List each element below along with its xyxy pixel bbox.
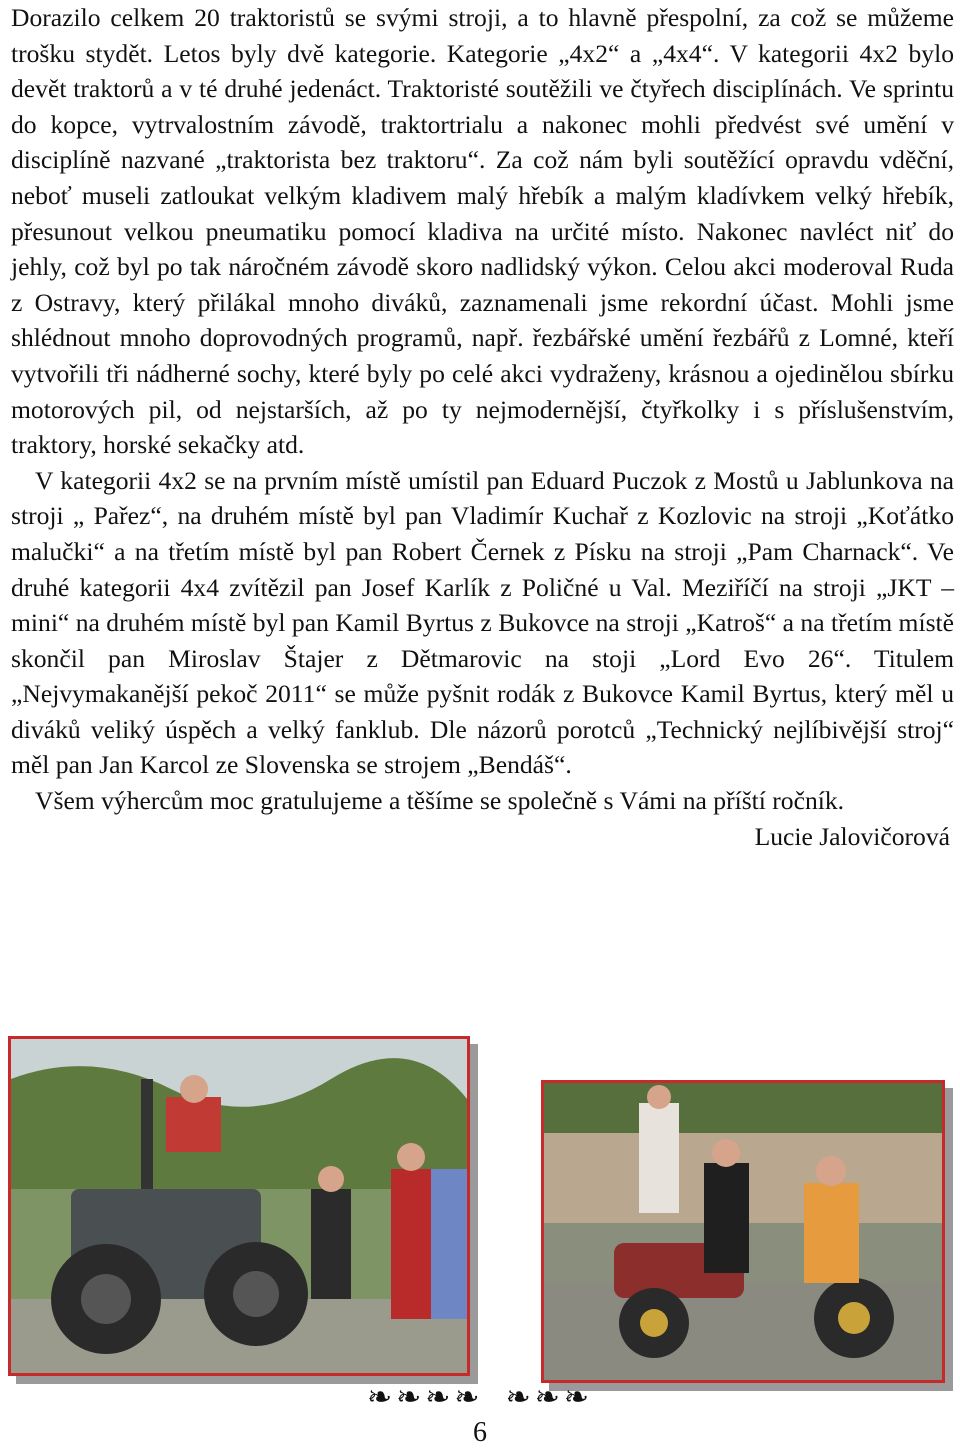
page-number: 6 [473, 1417, 487, 1448]
ornament-right: ❧❧❧ [505, 1380, 593, 1415]
article [11, 0, 954, 854]
photo-tractor-driver-image [11, 1039, 467, 1373]
author-signature: Lucie Jalovičorová [754, 821, 950, 851]
paragraph-1: Dorazilo celkem 20 traktoristů se svými stroji, a to hlavně přespolní, za což se můžeme trošku stydět. Letos byly dvě kategorie. Kategorie „4x2“ a „4x4“. V kategorii 4x2 bylo devět traktorů a v té druhé jedenáct. Traktoristé soutěžili ve čtyřech disciplínách. Ve sprintu do kopce, vytrvalostním závodě, traktortrialu a nakonec mohli předvést své umění v disciplíně nazvané „traktorista bez traktoru“. Za což nám byli soutěžící opravdu vděční, neboť museli zatloukat velkým kladivem malý hřebík a malým kladívkem velký hřebík, přesunout velkou pneumatiku pomocí kladiva na určité místo. Nakonec navléct niť do jehly, což byl po tak náročném závodě skoro nadlidský výkon. Celou akci moderoval Ruda z Ostravy, který přilákal mnoho diváků, zaznamenali jsme rekordní účast. Mohli jsme shlédnout mnoho doprovodných programů, např. řezbářské umění řezbářů z Lomné, kteří vytvořili tři nádherné sochy, které byly po celé akci vydraženy, krásnou a ojedinělou sbírku motorových pil, od nejstarších, až po ty nejmodernější, čtyřkolky i s příslušenstvím, traktory, horské sekačky atd. [11, 3, 954, 460]
photo-tractor-driver [8, 1036, 470, 1376]
photo-competitors [541, 1080, 945, 1383]
photo-competitors-image [544, 1083, 942, 1380]
ornament-left: ❧❧❧❧ [367, 1380, 484, 1415]
paragraph-2: V kategorii 4x2 se na prvním místě umístil pan Eduard Puczok z Mostů u Jablunkova na stroji „ Pařez“, na druhém místě byl pan Vladimír Kuchař z Kozlovic na stroji „Koťátko malučki“ a na třetím místě byl pan Robert Černek z Písku na stroji „Pam Charnack“. Ve druhé kategorii 4x4 zvítězil pan Josef Karlík z Poličné u Val. Meziříčí na stroji „JKT – mini“ na druhém místě byl pan Kamil Byrtus z Bukovce na stroji „Katroš“ a na třetím místě skončil pan Miroslav Štajer z Dětmarovic na stoji „Lord Evo 26“. Titulem „Nejvymakanější pekoč 2011“ se může pyšnit rodák z Bukovce Kamil Byrtus, který měl u diváků veliký úspěch a velký fanklub. Dle názorů porotců „Technický nejlíbivější stroj“ měl pan Jan Karcol ze Slovenska se strojem „Bendáš“. [11, 465, 954, 780]
paragraph-3: Všem výhercům moc gratulujeme a těšíme se společně s Vámi na příští ročník. [35, 786, 845, 816]
ornament-divider [0, 1380, 960, 1415]
